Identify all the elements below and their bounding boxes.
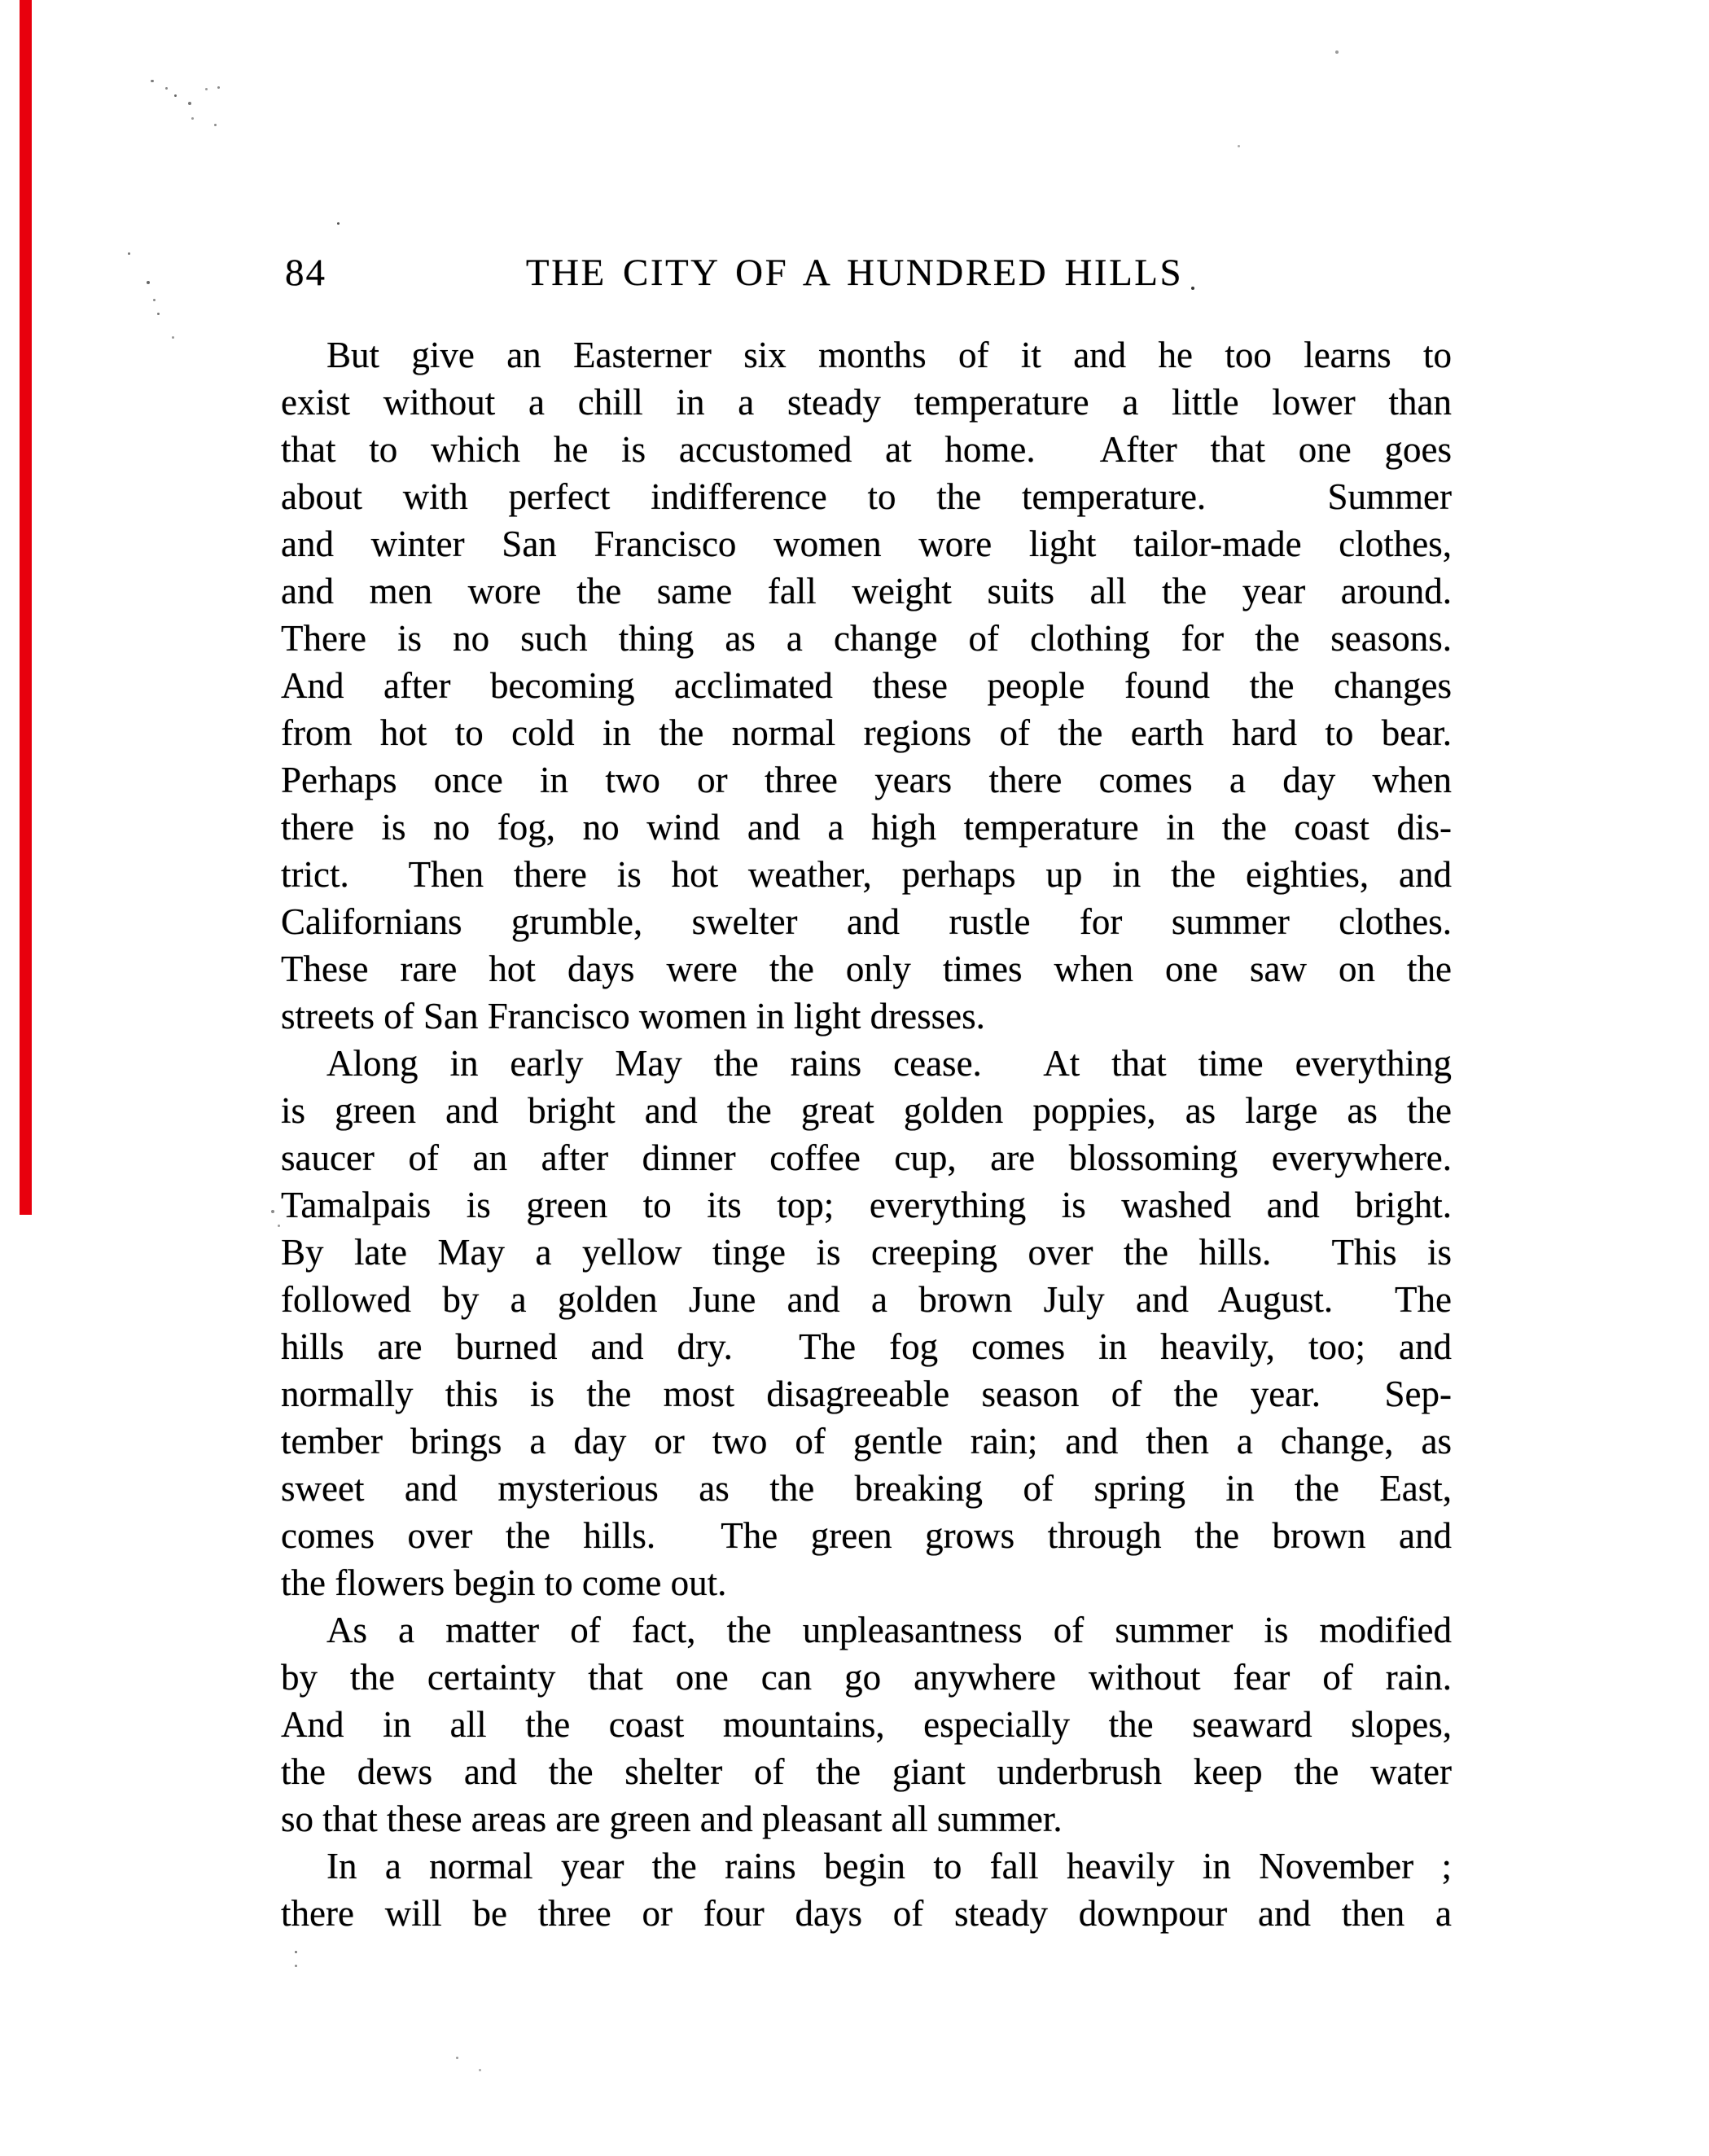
scan-speck <box>295 1951 297 1953</box>
text-line: the flowers begin to come out. <box>281 1562 727 1603</box>
text-line: the dews and the shelter of the giant underbrush keep the water <box>281 1751 1452 1792</box>
scan-speck <box>188 102 191 105</box>
scan-speck <box>205 88 208 90</box>
text-line: As a matter of fact, the unpleasantness of summer is modified <box>326 1610 1452 1650</box>
scan-speck <box>128 252 130 255</box>
scan-speck <box>271 1210 274 1213</box>
scan-speck <box>172 336 174 339</box>
text-line: exist without a chill in a steady temperature a little lower than <box>281 382 1452 423</box>
text-line: saucer of an after dinner coffee cup, are blossoming everywhere. <box>281 1137 1452 1178</box>
text-line: And in all the coast mountains, especially the seaward slopes, <box>281 1704 1452 1745</box>
text-line: there is no fog, no wind and a high temperature in the coast dis- <box>281 807 1452 848</box>
text-line: In a normal year the rains begin to fall heavily in November ; <box>326 1846 1452 1886</box>
text-line: hills are burned and dry. The fog comes in heavily, too; and <box>281 1326 1452 1367</box>
text-line: streets of San Francisco women in light dresses. <box>281 996 985 1036</box>
scan-speck <box>151 80 154 82</box>
text-line: that to which he is accustomed at home. After that one goes <box>281 429 1452 470</box>
scan-speck <box>174 94 177 97</box>
text-line: There is no such thing as a change of clothing for the seasons. <box>281 618 1452 659</box>
scan-speck <box>456 2057 458 2059</box>
text-line: But give an Easterner six months of it and he too learns to <box>326 335 1452 375</box>
running-title: THE CITY OF A HUNDRED HILLS <box>525 252 1184 294</box>
scan-speck <box>191 117 194 120</box>
scan-speck <box>153 299 156 301</box>
text-line: trict. Then there is hot weather, perhaps up in the eighties, and <box>281 854 1452 895</box>
text-line: there will be three or four days of steady downpour and then a <box>281 1893 1452 1934</box>
text-line: comes over the hills. The green grows through the brown and <box>281 1515 1452 1556</box>
text-line: Perhaps once in two or three years there comes a day when <box>281 760 1452 800</box>
scan-speck <box>217 86 220 89</box>
text-line: Along in early May the rains cease. At that time everything <box>326 1043 1452 1084</box>
page-number: 84 <box>285 252 326 294</box>
text-line: Tamalpais is green to its top; everything is washed and bright. <box>281 1185 1452 1225</box>
text-line: followed by a golden June and a brown July and August. The <box>281 1279 1452 1320</box>
red-margin-mark <box>20 0 32 1215</box>
scan-speck <box>165 87 168 90</box>
scan-speck <box>278 1225 280 1227</box>
scan-speck <box>147 281 150 284</box>
text-line: sweet and mysterious as the breaking of spring in the East, <box>281 1468 1452 1509</box>
scan-speck <box>214 124 217 126</box>
text-line: These rare hot days were the only times when one saw on the <box>281 949 1452 989</box>
text-line: and men wore the same fall weight suits all the year around. <box>281 571 1452 611</box>
scan-speck <box>479 2069 481 2071</box>
text-line: normally this is the most disagreeable season of the year. Sep- <box>281 1374 1452 1414</box>
text-line: by the certainty that one can go anywhere without fear of rain. <box>281 1657 1452 1698</box>
scan-speck <box>1191 287 1194 290</box>
text-line: And after becoming acclimated these people found the changes <box>281 665 1452 706</box>
text-line: Californians grumble, swelter and rustle for summer clothes. <box>281 901 1452 942</box>
scan-speck <box>337 222 340 225</box>
text-line: is green and bright and the great golden poppies, as large as the <box>281 1090 1452 1131</box>
scan-speck <box>1238 145 1240 147</box>
text-line: tember brings a day or two of gentle rain; and then a change, as <box>281 1421 1452 1461</box>
scan-speck <box>157 313 160 315</box>
text-line: By late May a yellow tinge is creeping over the hills. This is <box>281 1232 1452 1273</box>
body-text <box>281 331 1452 1937</box>
scan-speck <box>295 1965 297 1967</box>
text-line: so that these areas are green and pleasant all summer. <box>281 1799 1063 1839</box>
page-header <box>0 251 1709 301</box>
text-line: about with perfect indifference to the temperature. Summer <box>281 476 1452 517</box>
scan-speck <box>1335 50 1339 54</box>
text-line: from hot to cold in the normal regions of the earth hard to bear. <box>281 712 1452 753</box>
text-line: and winter San Francisco women wore light tailor-made clothes, <box>281 524 1452 564</box>
